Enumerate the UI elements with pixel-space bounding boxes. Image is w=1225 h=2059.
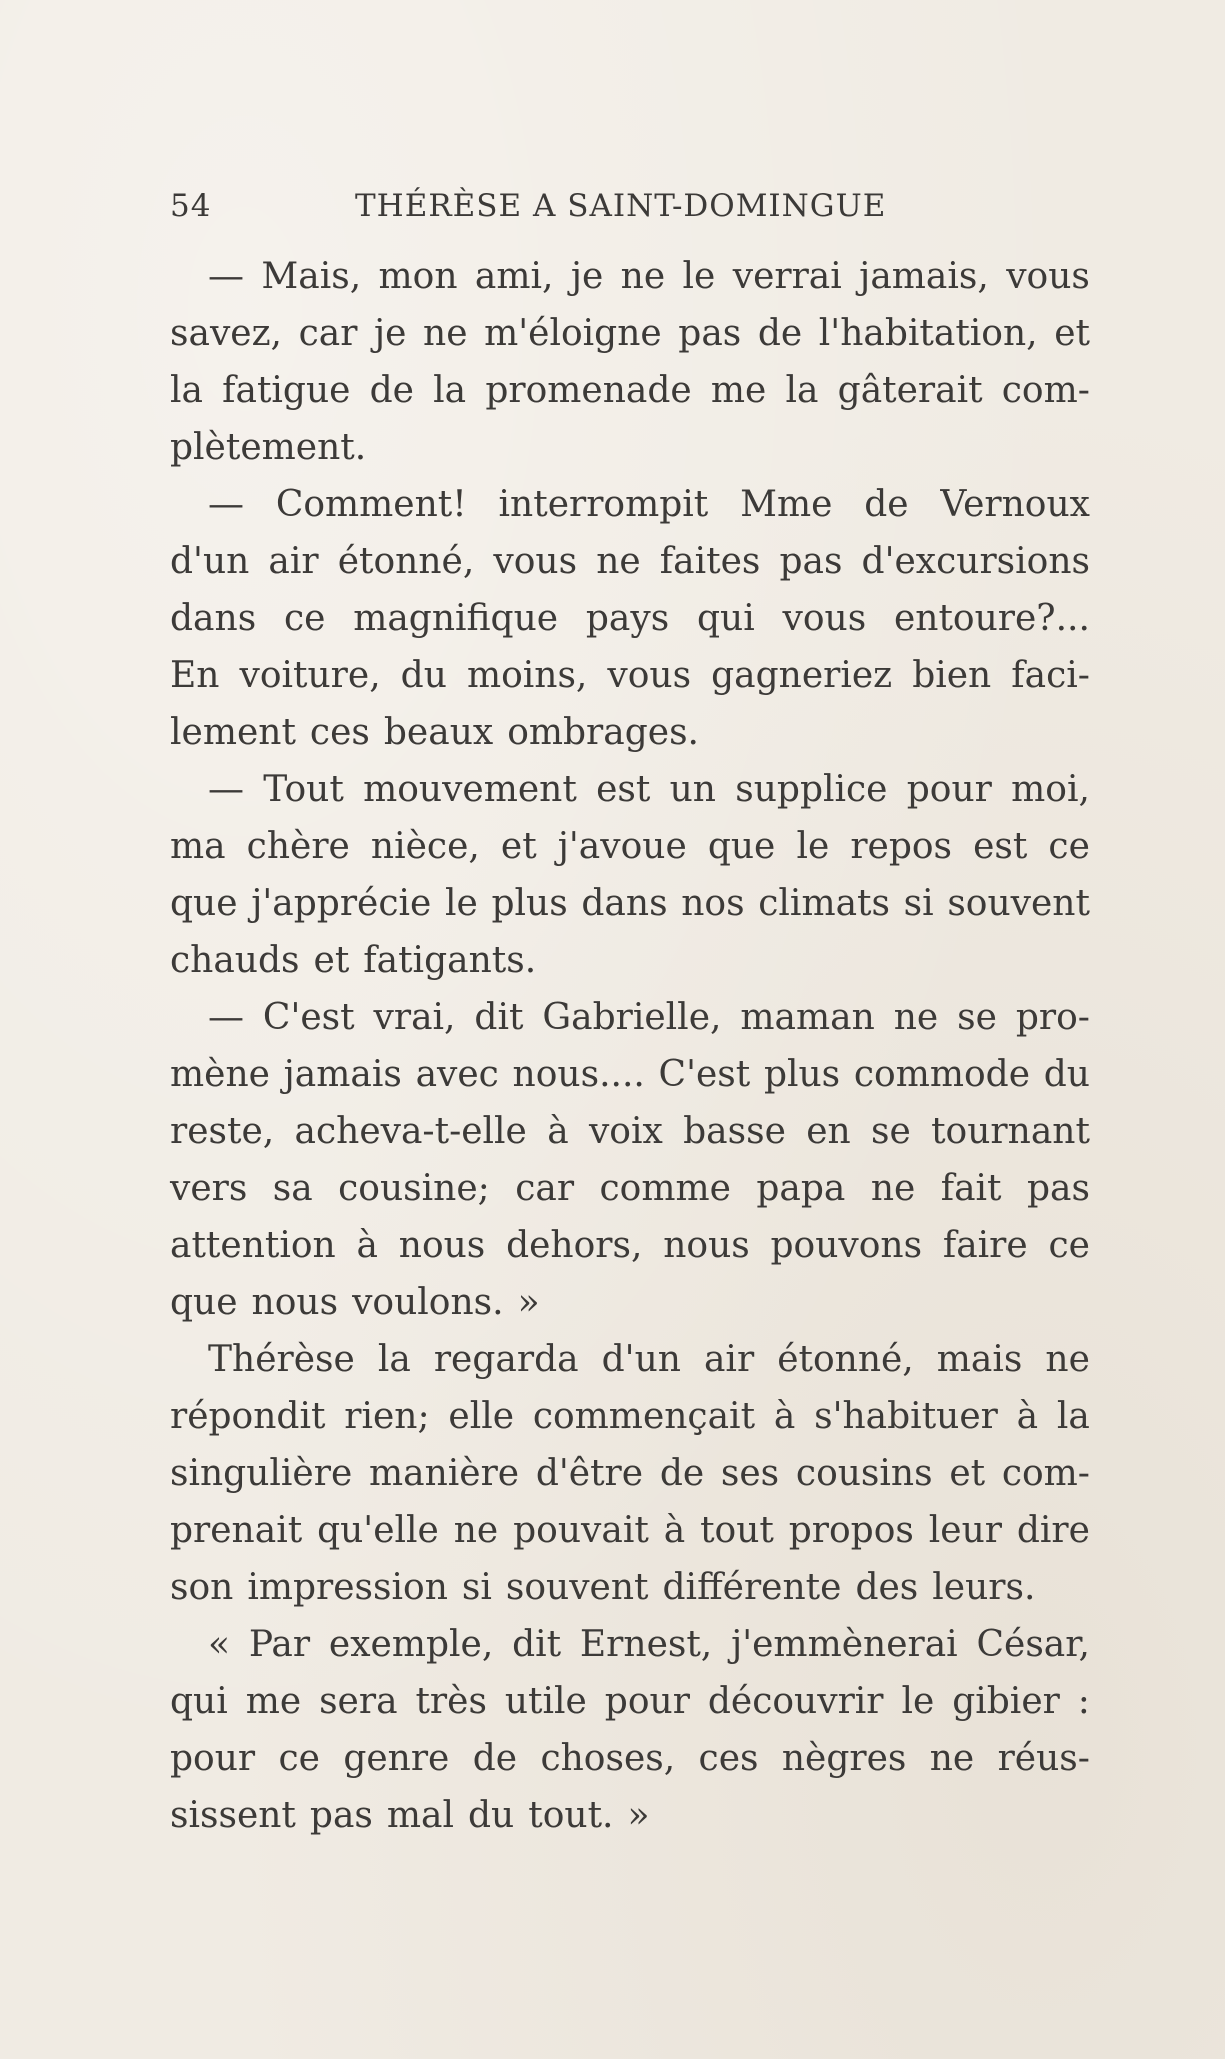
text-line: dans ce magnifique pays qui vous entoure?...	[170, 598, 1090, 639]
text-line: — Tout mouvement est un supplice pour moi,	[208, 769, 1090, 810]
page-header	[170, 186, 1084, 226]
text-line: attention à nous dehors, nous pouvons faire ce	[170, 1225, 1090, 1266]
text-line: qui me sera très utile pour découvrir le gibier :	[170, 1681, 1090, 1722]
text-line: prenait qu'elle ne pouvait à tout propos leur dire	[170, 1510, 1090, 1551]
text-line: En voiture, du moins, vous gagneriez bien faci-	[170, 655, 1090, 696]
page-number: 54	[170, 188, 212, 224]
text-line: ma chère nièce, et j'avoue que le repos est ce	[170, 826, 1090, 867]
text-line: son impression si souvent différente des leurs.	[170, 1567, 1036, 1608]
text-line: reste, acheva-t-elle à voix basse en se tournant	[170, 1111, 1090, 1152]
text-line: — Comment! interrompit Mme de Vernoux	[208, 484, 1090, 525]
text-line: Thérèse la regarda d'un air étonné, mais ne	[208, 1339, 1090, 1380]
text-line: — Mais, mon ami, je ne le verrai jamais, vous	[208, 256, 1090, 297]
text-line: mène jamais avec nous.... C'est plus commode du	[170, 1054, 1090, 1095]
text-line: la fatigue de la promenade me la gâterait com-	[170, 370, 1090, 411]
text-line: chauds et fatigants.	[170, 940, 537, 981]
text-line: que j'apprécie le plus dans nos climats si souvent	[170, 883, 1090, 924]
text-line: lement ces beaux ombrages.	[170, 712, 699, 753]
text-line: répondit rien; elle commençait à s'habituer à la	[170, 1396, 1090, 1437]
text-line: que nous voulons. »	[170, 1282, 540, 1323]
text-line: savez, car je ne m'éloigne pas de l'habitation, et	[170, 313, 1090, 354]
running-title: THÉRÈSE A SAINT-DOMINGUE	[355, 188, 887, 224]
text-line: plètement.	[170, 427, 367, 468]
text-line: vers sa cousine; car comme papa ne fait pas	[170, 1168, 1090, 1209]
body-text	[170, 248, 1090, 1844]
text-line: « Par exemple, dit Ernest, j'emmènerai César,	[208, 1624, 1090, 1665]
text-line: — C'est vrai, dit Gabrielle, maman ne se pro-	[208, 997, 1090, 1038]
text-line: d'un air étonné, vous ne faites pas d'excursions	[170, 541, 1090, 582]
text-line: sissent pas mal du tout. »	[170, 1795, 650, 1836]
text-line: pour ce genre de choses, ces nègres ne réus-	[170, 1738, 1090, 1779]
text-line: singulière manière d'être de ses cousins et com-	[170, 1453, 1090, 1494]
